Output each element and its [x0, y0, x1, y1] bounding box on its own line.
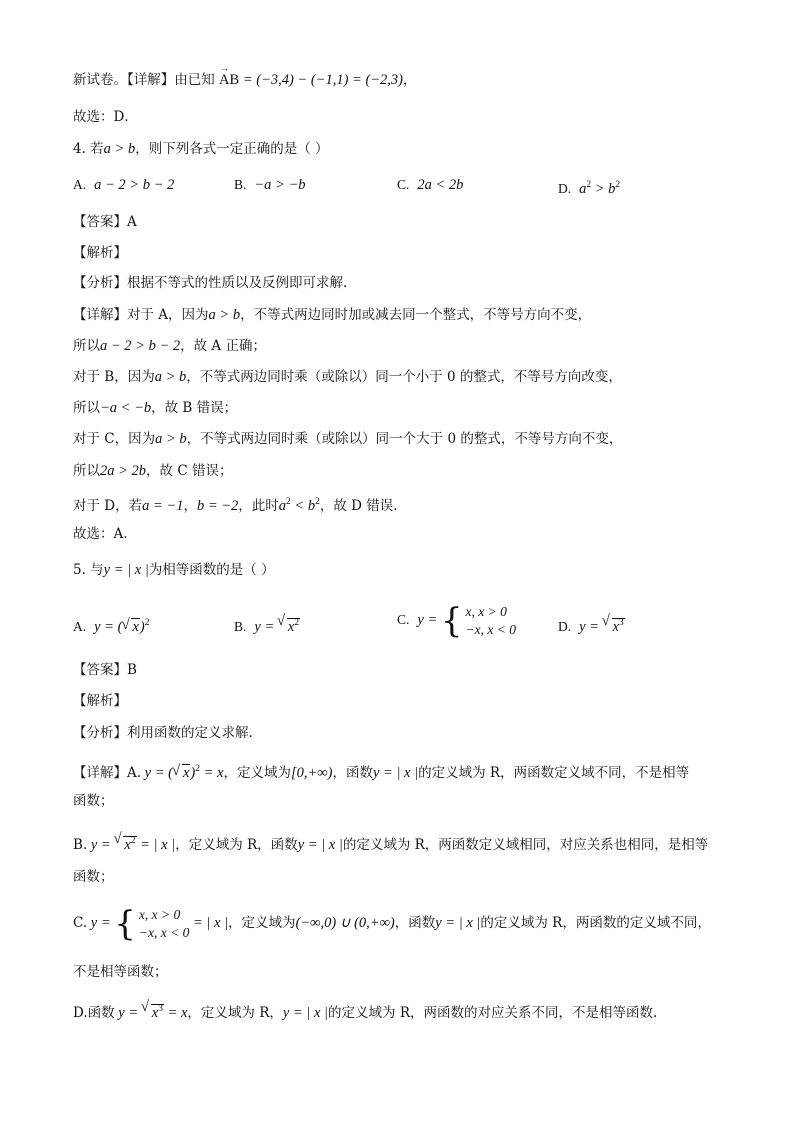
text: ，函数	[394, 915, 436, 931]
math: [0,+∞)	[291, 764, 333, 781]
q5-detail-d	[73, 999, 657, 1023]
text: ，定义域为	[223, 764, 291, 781]
condition: a > b	[103, 141, 136, 157]
option-label: C.	[397, 177, 410, 192]
q4-option-a	[73, 175, 174, 195]
q5-option-c	[397, 603, 516, 639]
option-content: a − 2 > b − 2	[94, 177, 175, 193]
option-content: y = { x, x > 0 −x, x < 0	[417, 601, 516, 641]
q5-fenxi: 【分析】利用函数的定义求解.	[73, 725, 253, 741]
text: 的定义域为 R，两函数定义域相同，对应关系也相同，是相等	[342, 836, 709, 853]
text: 所以	[73, 463, 100, 479]
math: (−∞,0) ∪ (0,+∞)	[295, 915, 395, 931]
text: C.	[73, 915, 88, 931]
text: ，故 B 错误；	[151, 400, 238, 416]
math: a > b	[208, 307, 241, 323]
q5-jiexi: 【解析】	[73, 693, 127, 709]
option-content: $a^2 > b^2$	[579, 180, 621, 197]
math: y = √ $x^2$ = | x |	[87, 837, 175, 853]
option-label: B.	[234, 177, 247, 192]
text: ，则下列各式一定正确的是（ ）	[135, 141, 329, 157]
text: 所以	[73, 400, 100, 416]
option-content: y = √ $x^3$	[579, 619, 625, 635]
text: B.	[73, 836, 88, 853]
vector-value: = (−3,4) − (−1,1) = (−2,3)	[239, 72, 404, 88]
q4-option-b	[234, 175, 306, 195]
math: y = | x |	[282, 1004, 329, 1021]
math: b = −2	[196, 497, 239, 514]
q4-detail-1	[73, 305, 591, 325]
option-label: D.	[558, 618, 572, 634]
text: 所以	[73, 338, 100, 354]
math: a > b	[154, 369, 187, 385]
prev-choose-line: 故选：D．	[73, 109, 138, 125]
math: y = | x |	[103, 562, 149, 578]
math: a > b	[155, 431, 187, 447]
math: y = √ $x^3 = x$	[115, 1005, 188, 1021]
q4-jiexi: 【解析】	[73, 245, 127, 261]
text: 新试卷。【详解】由已知	[73, 72, 215, 88]
option-content: −a > −b	[254, 177, 306, 193]
q5-detail-a	[73, 759, 689, 783]
case-2: −x, x < 0	[138, 924, 190, 940]
q4-detail-5	[73, 429, 622, 449]
text: ，此时	[238, 497, 279, 514]
text: ，函数	[332, 764, 373, 781]
text: ，故 C 错误；	[146, 463, 233, 479]
option-label: A.	[73, 618, 87, 634]
text: ，不等式两边同时乘（或除以）同一个小于 0 的整式，不等号方向改变，	[186, 369, 622, 385]
q5-detail-c-2: 不是相等函数；	[73, 964, 168, 980]
math: $a^2 < b^2$	[278, 497, 320, 514]
q4-detail-4	[73, 398, 237, 418]
q4-detail-7	[73, 492, 398, 516]
q4-detail-6	[73, 461, 232, 481]
text: ，定义域为 R，函数	[175, 836, 298, 853]
vector-expression	[219, 72, 403, 88]
q4-detail-3	[73, 367, 622, 387]
option-content: y = √ $x^2$	[254, 619, 300, 635]
text: ，定义域为	[228, 915, 296, 931]
option-content: y = (√ x)$^2$	[94, 619, 149, 635]
q4-answer: 【答案】A	[73, 214, 137, 230]
math: y = { x, x > 0 −x, x < 0 = | x |	[87, 903, 229, 944]
text: 的定义域为 R，两函数定义域不同，不是相等	[418, 764, 690, 781]
text: D.函数	[73, 1004, 115, 1021]
text: ，	[183, 497, 197, 514]
text: 对于 D，若	[73, 497, 143, 514]
math: a − 2 > b − 2	[100, 338, 181, 354]
q4-option-d	[558, 175, 620, 199]
math: 2a > 2b	[100, 463, 147, 479]
text: ，定义域为 R，	[187, 1004, 283, 1021]
text: 4. 若	[73, 141, 104, 157]
option-label: D.	[558, 180, 572, 196]
text: 5. 与	[73, 562, 104, 578]
option-label: B.	[234, 618, 247, 634]
case-1: x, x > 0	[465, 604, 507, 619]
text: 对于 C，因为	[73, 431, 156, 447]
case-1: x, x > 0	[138, 906, 181, 922]
math: y = | x |	[297, 836, 343, 853]
q4-choose: 故选：A.	[73, 526, 128, 542]
text: 的定义域为 R，两函数的对应关系不同，不是相等函数.	[328, 1004, 658, 1021]
q5-option-b	[234, 613, 300, 637]
q4-detail-2	[73, 336, 266, 356]
vector-ab: → AB	[219, 70, 239, 90]
text: ，	[403, 72, 417, 88]
prev-answer-line	[73, 70, 417, 90]
q5-detail-c	[73, 905, 711, 942]
text: 【详解】对于 A，因为	[73, 307, 209, 323]
option-content: 2a < 2b	[417, 177, 464, 193]
math: −a < −b	[100, 400, 152, 416]
q5-detail-b-2: 函数；	[73, 869, 114, 885]
q5-detail-b	[73, 831, 708, 855]
question-4-stem	[73, 139, 329, 159]
text: ，故 A 正确；	[180, 338, 266, 354]
text: 的定义域为 R，两函数的定义域不同，	[480, 915, 711, 931]
option-label: A.	[73, 177, 87, 192]
math: y = | x |	[435, 915, 481, 931]
math: a = −1	[142, 497, 184, 514]
q5-answer: 【答案】B	[73, 662, 137, 678]
q5-option-d	[558, 613, 625, 637]
case-2: −x, x < 0	[465, 622, 516, 637]
question-5-stem	[73, 560, 275, 580]
q4-fenxi: 【分析】根据不等式的性质以及反例即可求解.	[73, 275, 348, 291]
q4-option-c	[397, 175, 463, 195]
q5-detail-a-2: 函数；	[73, 793, 114, 809]
option-label: C.	[397, 612, 410, 628]
q5-option-a	[73, 613, 149, 637]
text: 为相等函数的是（ ）	[148, 562, 275, 578]
text: 【详解】A.	[73, 764, 142, 781]
text: 对于 B，因为	[73, 369, 155, 385]
text: ，不等式两边同时加或减去同一个整式，不等号方向不变，	[240, 307, 592, 323]
text: ，不等式两边同时乘（或除以）同一个大于 0 的整式，不等号方向不变，	[186, 431, 623, 447]
math: y = (√ x)$^2$ = x	[141, 765, 223, 781]
text: ，故 D 错误.	[319, 497, 398, 514]
math: y = | x |	[372, 764, 419, 781]
